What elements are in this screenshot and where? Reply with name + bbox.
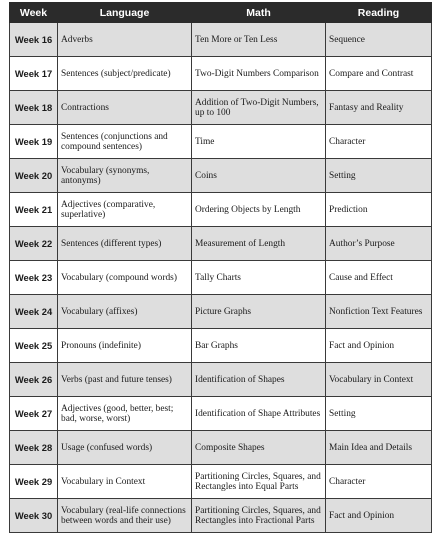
week-cell: Week 18 bbox=[10, 91, 58, 125]
reading-cell: Character bbox=[326, 125, 432, 159]
math-cell: Two-Digit Numbers Comparison bbox=[192, 57, 326, 91]
language-cell: Usage (confused words) bbox=[58, 431, 192, 465]
language-cell: Vocabulary (compound words) bbox=[58, 261, 192, 295]
reading-cell: Setting bbox=[326, 397, 432, 431]
reading-cell: Author’s Purpose bbox=[326, 227, 432, 261]
math-cell: Partitioning Circles, Squares, and Rectangles into Fractional Parts bbox=[192, 499, 326, 533]
math-cell: Addition of Two-Digit Numbers, up to 100 bbox=[192, 91, 326, 125]
table-row bbox=[10, 431, 432, 465]
header-reading: Reading bbox=[326, 3, 432, 23]
language-cell: Sentences (conjunctions and compound sentences) bbox=[58, 125, 192, 159]
table-row bbox=[10, 57, 432, 91]
math-cell: Picture Graphs bbox=[192, 295, 326, 329]
reading-cell: Compare and Contrast bbox=[326, 57, 432, 91]
language-cell: Sentences (different types) bbox=[58, 227, 192, 261]
language-cell: Adjectives (comparative, superlative) bbox=[58, 193, 192, 227]
reading-cell: Cause and Effect bbox=[326, 261, 432, 295]
table-row bbox=[10, 227, 432, 261]
table-header bbox=[10, 3, 432, 23]
math-cell: Tally Charts bbox=[192, 261, 326, 295]
math-cell: Coins bbox=[192, 159, 326, 193]
math-cell: Bar Graphs bbox=[192, 329, 326, 363]
week-cell: Week 29 bbox=[10, 465, 58, 499]
header-week: Week bbox=[10, 3, 58, 23]
language-cell: Vocabulary (affixes) bbox=[58, 295, 192, 329]
week-cell: Week 27 bbox=[10, 397, 58, 431]
reading-cell: Vocabulary in Context bbox=[326, 363, 432, 397]
table-row bbox=[10, 159, 432, 193]
table-row bbox=[10, 23, 432, 57]
reading-cell: Setting bbox=[326, 159, 432, 193]
language-cell: Sentences (subject/predicate) bbox=[58, 57, 192, 91]
curriculum-table-wrapper bbox=[9, 2, 431, 533]
language-cell: Pronouns (indefinite) bbox=[58, 329, 192, 363]
table-row bbox=[10, 465, 432, 499]
week-cell: Week 23 bbox=[10, 261, 58, 295]
language-cell: Verbs (past and future tenses) bbox=[58, 363, 192, 397]
week-cell: Week 26 bbox=[10, 363, 58, 397]
reading-cell: Sequence bbox=[326, 23, 432, 57]
table-body bbox=[10, 23, 432, 533]
math-cell: Identification of Shape Attributes bbox=[192, 397, 326, 431]
week-cell: Week 30 bbox=[10, 499, 58, 533]
math-cell: Composite Shapes bbox=[192, 431, 326, 465]
reading-cell: Character bbox=[326, 465, 432, 499]
reading-cell: Prediction bbox=[326, 193, 432, 227]
math-cell: Measurement of Length bbox=[192, 227, 326, 261]
reading-cell: Nonfiction Text Features bbox=[326, 295, 432, 329]
table-row bbox=[10, 193, 432, 227]
week-cell: Week 17 bbox=[10, 57, 58, 91]
curriculum-table bbox=[9, 2, 432, 533]
table-row bbox=[10, 329, 432, 363]
week-cell: Week 19 bbox=[10, 125, 58, 159]
math-cell: Ten More or Ten Less bbox=[192, 23, 326, 57]
reading-cell: Fantasy and Reality bbox=[326, 91, 432, 125]
table-row bbox=[10, 91, 432, 125]
math-cell: Time bbox=[192, 125, 326, 159]
table-row bbox=[10, 295, 432, 329]
language-cell: Contractions bbox=[58, 91, 192, 125]
week-cell: Week 20 bbox=[10, 159, 58, 193]
week-cell: Week 16 bbox=[10, 23, 58, 57]
header-row bbox=[10, 3, 432, 23]
week-cell: Week 21 bbox=[10, 193, 58, 227]
language-cell: Vocabulary (synonyms, antonyms) bbox=[58, 159, 192, 193]
math-cell: Ordering Objects by Length bbox=[192, 193, 326, 227]
language-cell: Adverbs bbox=[58, 23, 192, 57]
table-row bbox=[10, 363, 432, 397]
reading-cell: Fact and Opinion bbox=[326, 329, 432, 363]
week-cell: Week 24 bbox=[10, 295, 58, 329]
week-cell: Week 22 bbox=[10, 227, 58, 261]
language-cell: Adjectives (good, better, best; bad, worse, worst) bbox=[58, 397, 192, 431]
language-cell: Vocabulary (real-life connections between words and their use) bbox=[58, 499, 192, 533]
table-row bbox=[10, 397, 432, 431]
table-row bbox=[10, 125, 432, 159]
week-cell: Week 28 bbox=[10, 431, 58, 465]
math-cell: Partitioning Circles, Squares, and Rectangles into Equal Parts bbox=[192, 465, 326, 499]
header-language: Language bbox=[58, 3, 192, 23]
reading-cell: Main Idea and Details bbox=[326, 431, 432, 465]
language-cell: Vocabulary in Context bbox=[58, 465, 192, 499]
week-cell: Week 25 bbox=[10, 329, 58, 363]
header-math: Math bbox=[192, 3, 326, 23]
math-cell: Identification of Shapes bbox=[192, 363, 326, 397]
table-row bbox=[10, 261, 432, 295]
table-row bbox=[10, 499, 432, 533]
reading-cell: Fact and Opinion bbox=[326, 499, 432, 533]
